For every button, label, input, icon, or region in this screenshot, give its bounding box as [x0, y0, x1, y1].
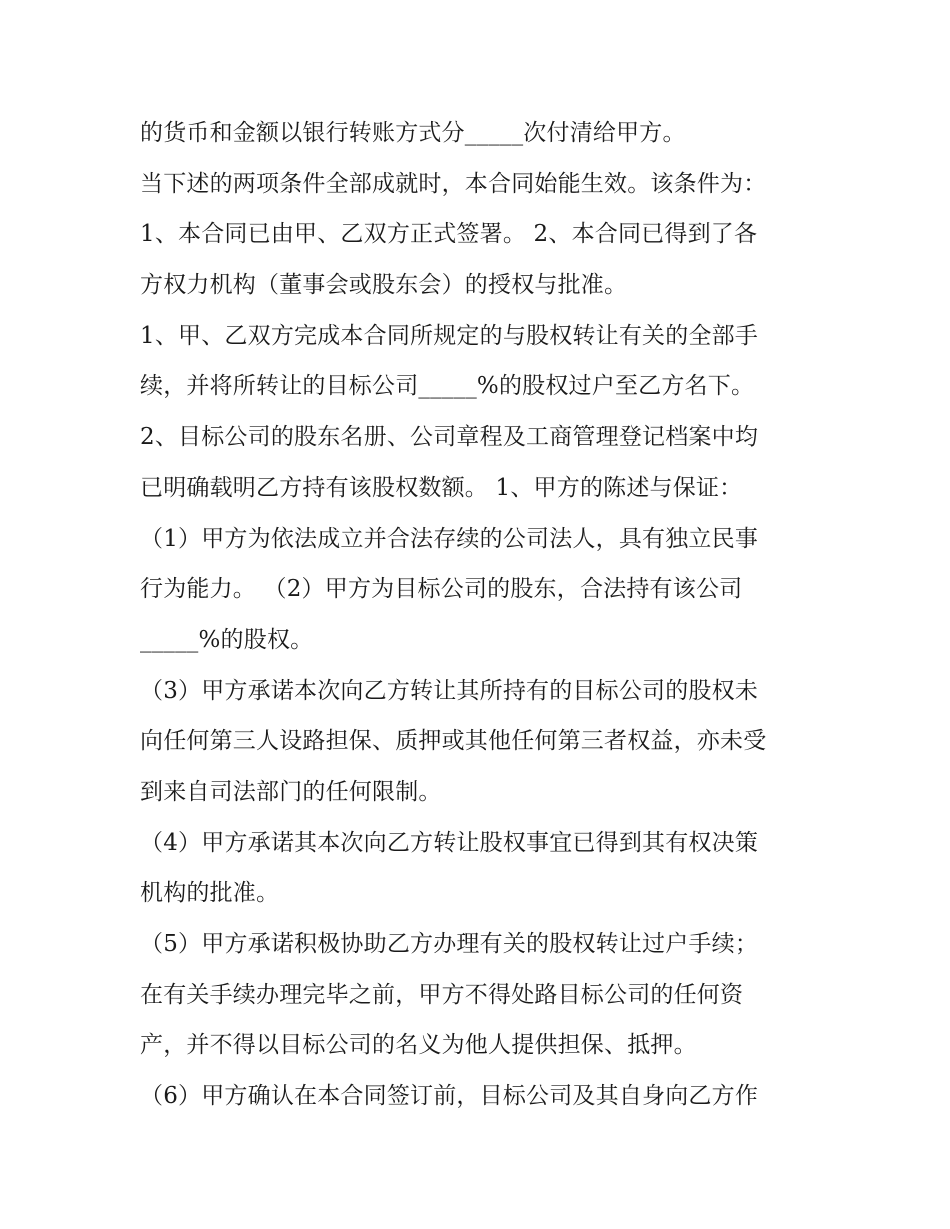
text-line: 的货币和金额以银行转账方式分_____次付清给甲方。: [140, 120, 686, 146]
text-line: 1、甲、乙双方完成本合同所规定的与股权转让有关的全部手: [140, 322, 759, 349]
text-line: 已明确载明乙方持有该股权数额。 1、甲方的陈述与保证：: [140, 474, 743, 501]
text-line: 2、目标公司的股东名册、公司章程及工商管理登记档案中均: [140, 424, 759, 451]
text-line: （3）甲方承诺本次向乙方转让其所持有的目标公司的股权未: [140, 677, 759, 704]
text-line: 当下述的两项条件全部成就时，本合同始能生效。该条件为：: [140, 170, 767, 197]
text-line: 行为能力。 （2）甲方为目标公司的股东，合法持有该公司: [140, 576, 743, 603]
text-line: （4）甲方承诺其本次向乙方转让股权事宜已得到其有权决策: [140, 829, 759, 856]
text-line: （1）甲方为依法成立并合法存续的公司法人，具有独立民事: [140, 525, 759, 552]
text-line: （5）甲方承诺积极协助乙方办理有关的股权转让过户手续；: [140, 931, 759, 957]
text-line: 1、本合同已由甲、乙双方正式签署。 2、本合同已得到了各: [140, 221, 758, 248]
text-line: _____%的股权。: [140, 626, 314, 653]
text-line: 方权力机构（董事会或股东会）的授权与批准。: [140, 272, 628, 299]
text-line: 产，并不得以目标公司的名义为他人提供担保、抵押。: [140, 1032, 697, 1059]
text-line: 向任何第三人设路担保、质押或其他任何第三者权益，亦未受: [140, 728, 767, 755]
text-line: 在有关手续办理完毕之前，甲方不得处路目标公司的任何资: [140, 981, 744, 1008]
text-line: 续，并将所转让的目标公司_____%的股权过户至乙方名下。: [140, 373, 755, 400]
contract-text: [140, 108, 830, 1122]
text-line: （6）甲方确认在本合同签订前，目标公司及其自身向乙方作: [140, 1083, 759, 1110]
text-line: 机构的批准。: [140, 880, 280, 907]
text-line: 到来自司法部门的任何限制。: [140, 778, 442, 805]
